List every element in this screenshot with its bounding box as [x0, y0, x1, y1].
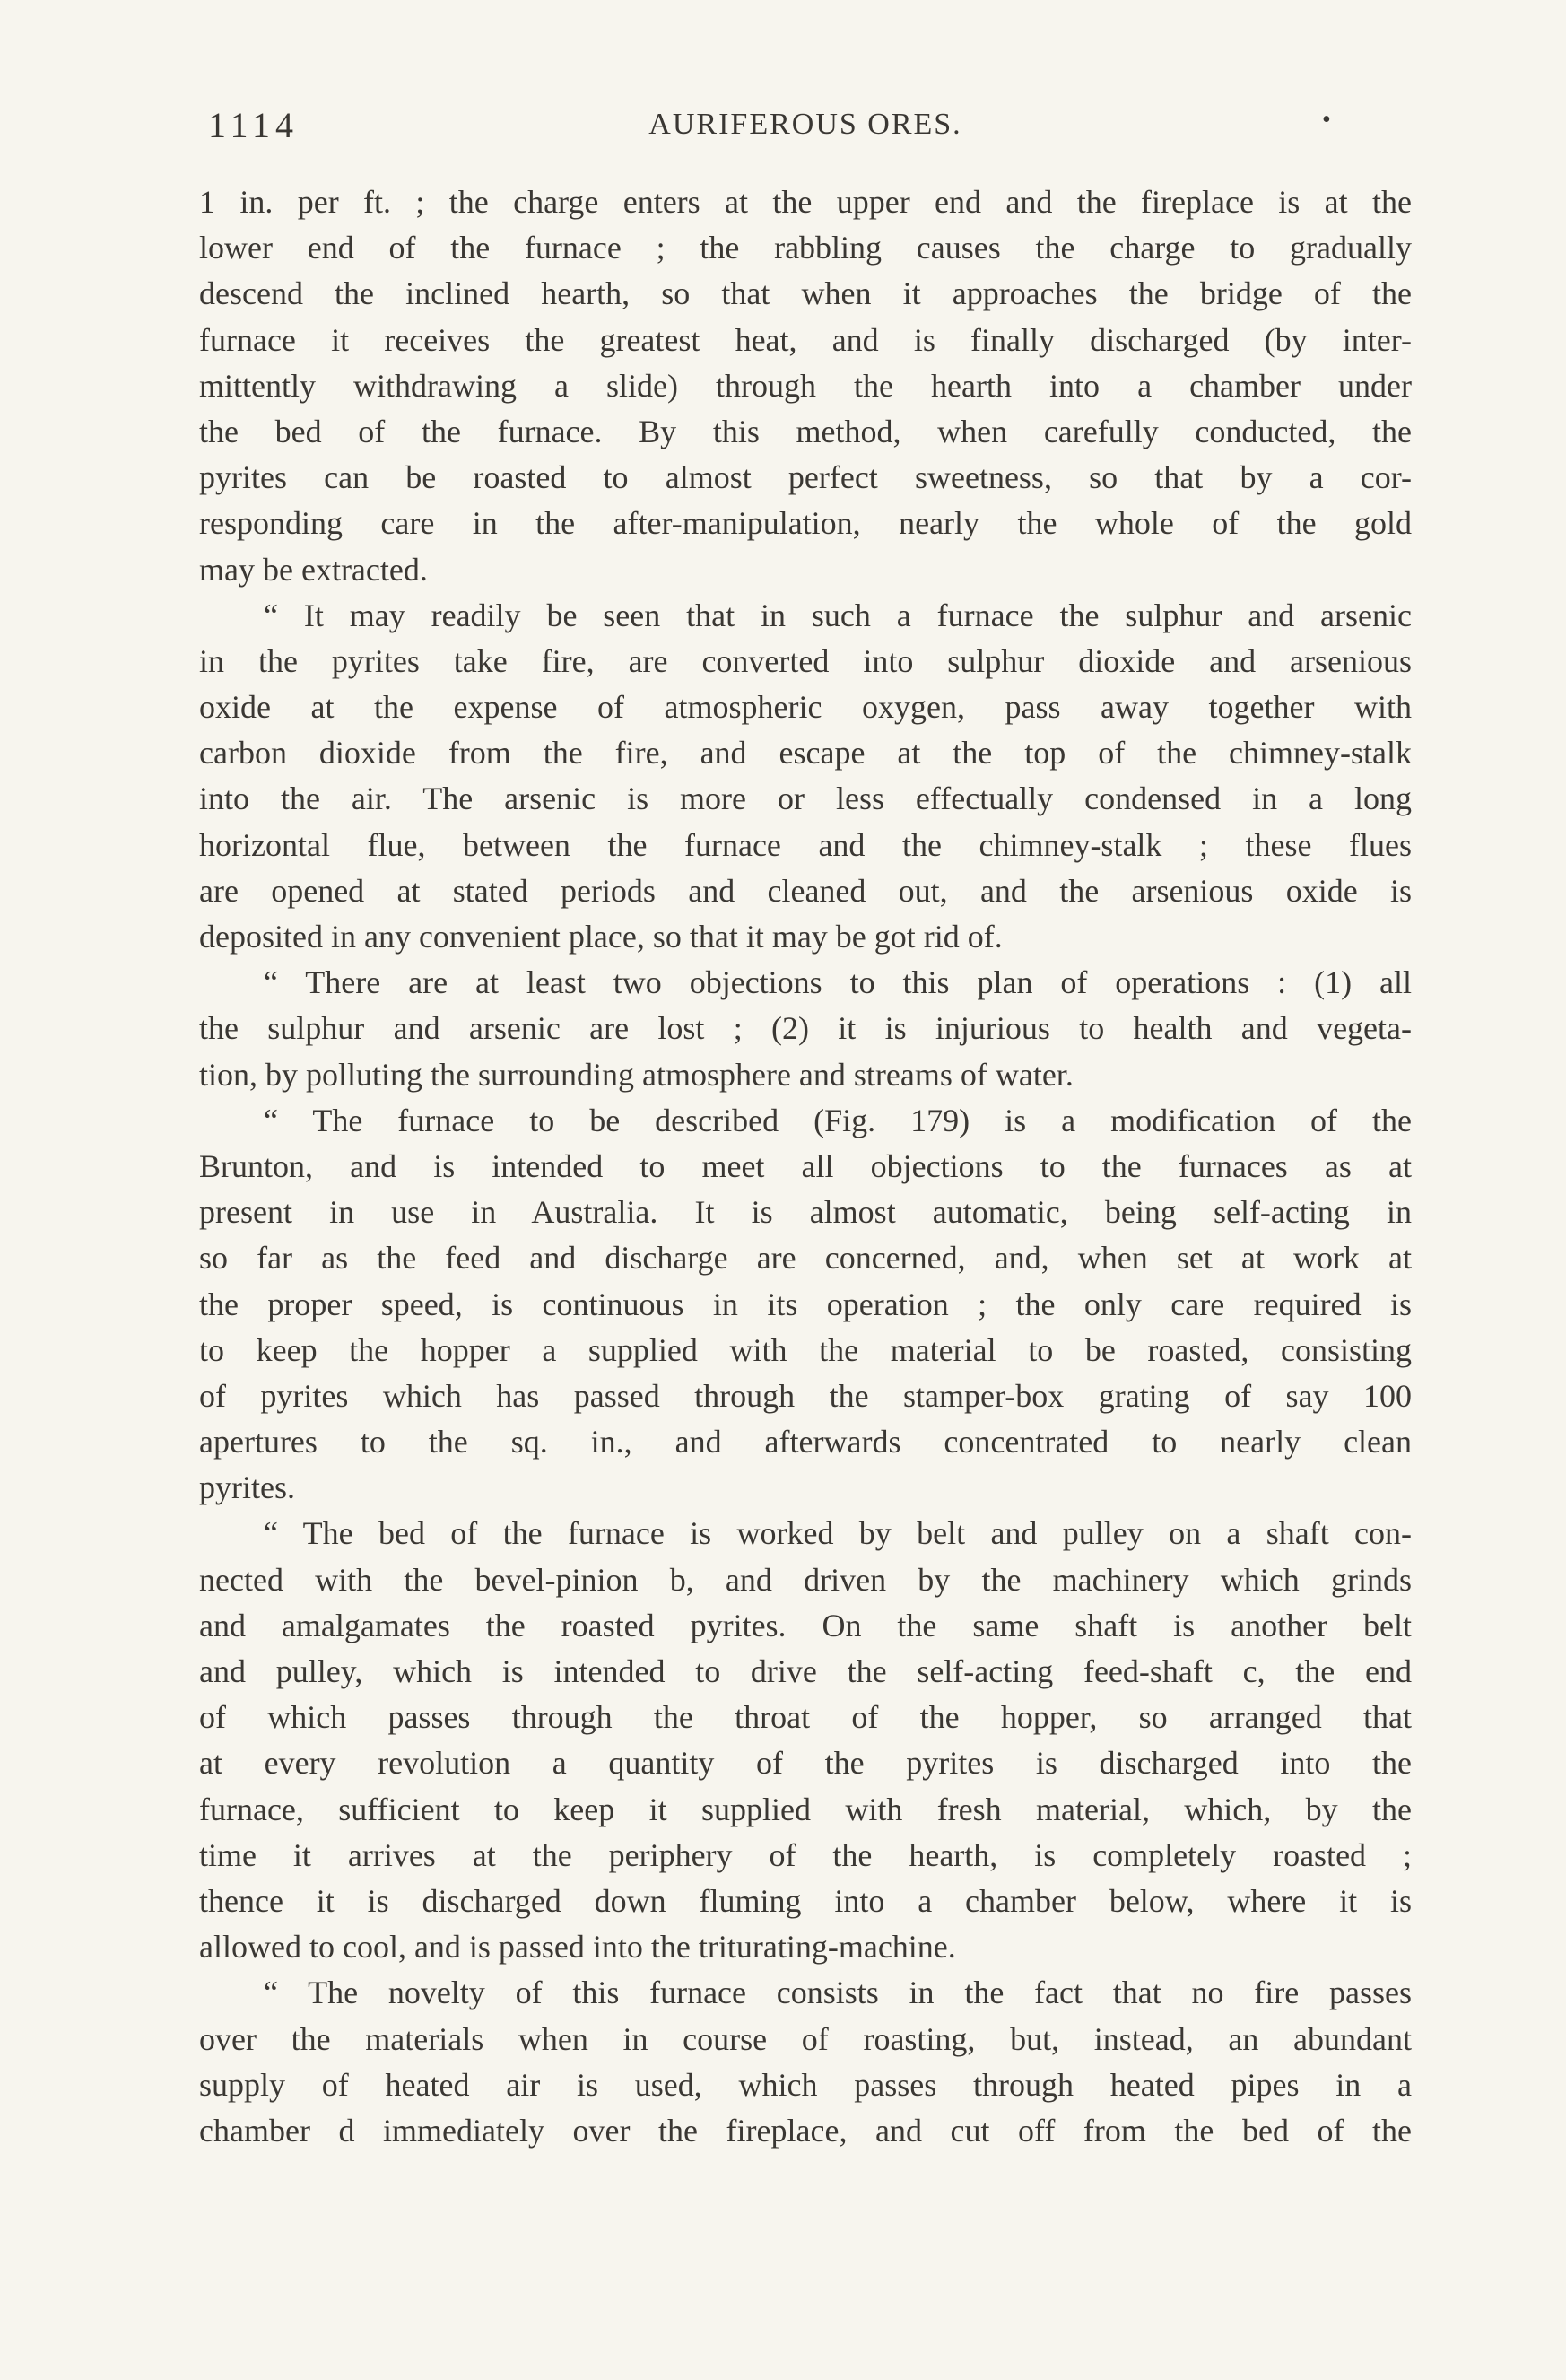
text-line: of which passes through the throat of the hopper, so arranged that	[199, 1699, 1412, 1736]
body-text	[199, 179, 1412, 2154]
text-line: at every revolution a quantity of the pyrites is discharged into the	[199, 1745, 1412, 1782]
text-line: tion, by polluting the surrounding atmosphere and streams of water.	[199, 1056, 1074, 1093]
text-line: present in use in Australia. It is almost automatic, being self-acting in	[199, 1194, 1412, 1231]
text-line: thence it is discharged down fluming into a chamber below, where it is	[199, 1882, 1412, 1919]
text-line: allowed to cool, and is passed into the triturating-machine.	[199, 1929, 956, 1966]
text-line: furnace, sufficient to keep it supplied with fresh material, which, by the	[199, 1791, 1412, 1827]
text-line: in the pyrites take fire, are converted into sulphur dioxide and arsenious	[199, 642, 1412, 679]
text-line: into the air. The arsenic is more or less effectually condensed in a long	[199, 780, 1412, 817]
paragraph	[199, 179, 1412, 593]
text-line: time it arrives at the periphery of the hearth, is completely roasted ;	[199, 1836, 1412, 1873]
text-line: chamber d immediately over the fireplace, and cut off from the bed of the	[199, 2112, 1412, 2149]
text-line: “ There are at least two objections to this plan of operations : (1) all	[264, 964, 1412, 1001]
page-header	[199, 104, 1412, 158]
text-line: furnace it receives the greatest heat, and is finally discharged (by inter-	[199, 321, 1412, 358]
text-line: may be extracted.	[199, 551, 428, 588]
text-line: “ The furnace to be described (Fig. 179) is a modification of the	[264, 1102, 1412, 1138]
text-line: supply of heated air is used, which passes through heated pipes in a	[199, 2066, 1412, 2103]
text-line: over the materials when in course of roasting, but, instead, an abundant	[199, 2020, 1412, 2057]
text-line: 1 in. per ft. ; the charge enters at the upper end and the fireplace is at the	[199, 184, 1412, 220]
text-line: and amalgamates the roasted pyrites. On the same shaft is another belt	[199, 1607, 1412, 1643]
paragraph	[199, 1970, 1412, 2154]
text-line: Brunton, and is intended to meet all objections to the furnaces as at	[199, 1147, 1412, 1184]
text-line: “ The bed of the furnace is worked by belt and pulley on a shaft con-	[264, 1515, 1412, 1552]
paragraph	[199, 960, 1412, 1098]
text-line: the sulphur and arsenic are lost ; (2) it is injurious to health and vegeta-	[199, 1010, 1412, 1047]
text-line: carbon dioxide from the fire, and escape at the top of the chimney-stalk	[199, 735, 1412, 772]
header-mark: •	[1322, 106, 1331, 134]
text-line: lower end of the furnace ; the rabbling causes the charge to gradually	[199, 230, 1412, 266]
text-line: apertures to the sq. in., and afterwards concentrated to nearly clean	[199, 1424, 1412, 1460]
text-line: responding care in the after-manipulation, nearly the whole of the gold	[199, 505, 1412, 542]
text-line: nected with the bevel-pinion b, and driven by the machinery which grinds	[199, 1561, 1412, 1598]
text-line: descend the inclined hearth, so that when it approaches the bridge of the	[199, 275, 1412, 312]
text-line: oxide at the expense of atmospheric oxygen, pass away together with	[199, 689, 1412, 726]
text-line: “ It may readily be seen that in such a furnace the sulphur and arsenic	[264, 597, 1412, 633]
text-line: deposited in any convenient place, so that it may be got rid of.	[199, 919, 1003, 955]
paragraph	[199, 593, 1412, 961]
text-line: pyrites can be roasted to almost perfect sweetness, so that by a cor-	[199, 459, 1412, 496]
paragraph	[199, 1511, 1412, 1970]
text-line: are opened at stated periods and cleaned out, and the arsenious oxide is	[199, 872, 1412, 909]
text-line: the bed of the furnace. By this method, when carefully conducted, the	[199, 413, 1412, 449]
text-line: “ The novelty of this furnace consists in the fact that no fire passes	[264, 1975, 1412, 2011]
text-line: so far as the feed and discharge are concerned, and, when set at work at	[199, 1240, 1412, 1277]
running-head: AURIFEROUS ORES.	[648, 108, 962, 141]
text-line: the proper speed, is continuous in its operation ; the only care required is	[199, 1286, 1412, 1322]
text-line: pyrites.	[199, 1469, 295, 1506]
text-line: of pyrites which has passed through the stamper-box grating of say 100	[199, 1377, 1412, 1414]
page-number: 1114	[208, 105, 300, 145]
text-line: to keep the hopper a supplied with the material to be roasted, consisting	[199, 1331, 1412, 1368]
paragraph	[199, 1098, 1412, 1512]
text-line: horizontal flue, between the furnace and the chimney-stalk ; these flues	[199, 826, 1412, 863]
text-line: mittently withdrawing a slide) through the hearth into a chamber under	[199, 367, 1412, 404]
text-line: and pulley, which is intended to drive the self-acting feed-shaft c, the end	[199, 1653, 1412, 1689]
